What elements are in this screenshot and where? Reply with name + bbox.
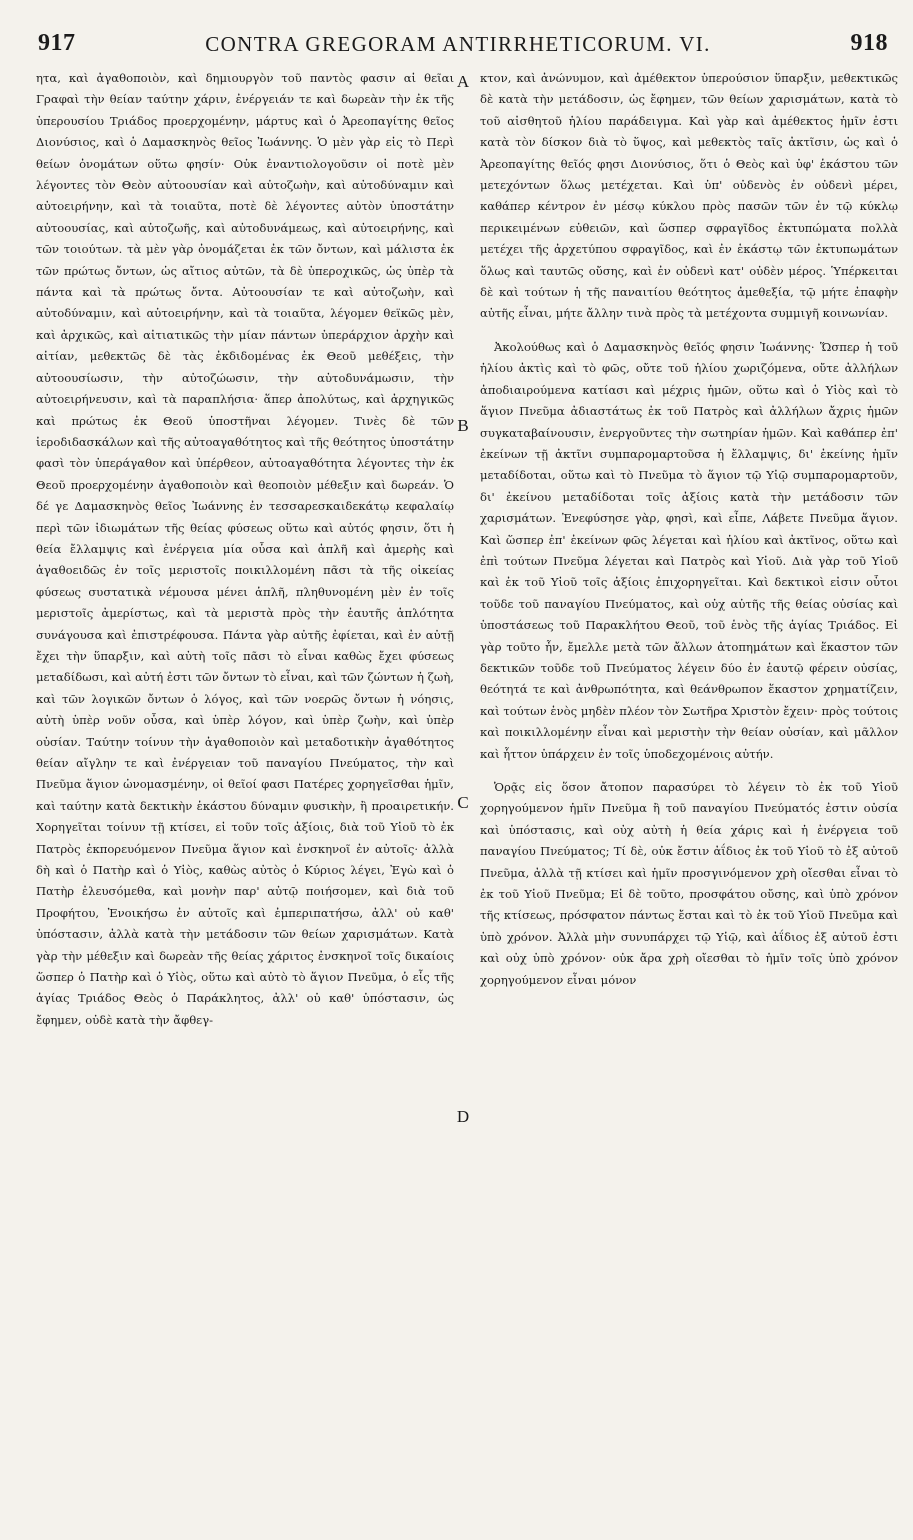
running-title: CONTRA GREGORAM ANTIRRHETICORUM. VI. xyxy=(205,32,711,56)
left-paragraph-1: ητα, καὶ ἀγαθοποιὸν, καὶ δημιουργὸν τοῦ παντὸς φασιν αἱ θεῖαι Γραφαὶ τὴν θείαν ταύτην χάριν, ἐνέργειάν τε καὶ δωρεὰν τὴν ἐκ τῆς ὑπερουσίου Τριάδος προερχομένην, μάρτυς καὶ ὁ Ἀρεοπαγίτης θεῖος Διονύσιος, καὶ ὁ Δαμασκηνὸς θεῖος Ἰωάννης. Ὁ μὲν γὰρ εἰς τὸ Περὶ θείων ὀνομάτων οὕτω φησίν· Οὐκ ἐναντιολογοῦσιν οἱ ποτὲ μὲν λέγοντες τὸν Θεὸν αὐτοουσίαν καὶ αὐτοζωὴν, καὶ αὐτοδύναμιν καὶ αὐτοειρήνην, καὶ τὰ τοιαῦτα, ποτὲ δὲ λέγοντες αὐτὸν ὑποστάτην αὐτοουσίας, καὶ αὐτοζωῆς, καὶ αὐτοδυνάμεως, καὶ αὐτοειρήνης, καὶ τῶν τοιούτων. τὰ μὲν γὰρ ὀνομάζεται ἐκ τῶν ὄντων, καὶ μάλιστα ἐκ τῶν πρώτως ὄντων, ὡς αἴτιος αὐτῶν, τὰ δὲ ὑπεροχικῶς, ὡς ὑπὲρ τὰ πάντα καὶ τὰ πρώτως ὄντα. Αὐτοουσίαν τε καὶ αὐτοζωὴν, καὶ αὐτοδύναμιν, καὶ αὐτοειρήνην, καὶ τὰ τοιαῦτα, λέγομεν θεϊκῶς μὲν, καὶ ἀρχικῶς, καὶ αἰτιατικῶς τὴν μίαν πάντων ὑπεράρχιον ἀρχὴν καὶ αἰτίαν, μεθεκτῶς δὲ τὰς ἐκδιδομένας ἐκ Θεοῦ μεθέξεις, τὴν αὐτοουσίωσιν, τὴν αὐτοζώωσιν, τὴν αὐτοδυνάμωσιν, τὴν αὐτοειρήνευσιν, καὶ τὰ παραπλήσια· ἅπερ ἀπολύτως, καὶ ἀρχηγικῶς καὶ πρώτως ἐκ Θεοῦ ὑποστῆναι λέγομεν. Τινὲς δὲ τῶν ἱεροδιδασκάλων καὶ τῆς αὐτοαγαθότητος καὶ τῆς θεότητος ὑποστάτην φασὶ τὸν ὑπεράγαθον καὶ ὑπέρθεον, αὐτοαγαθότητα λέγοντες τὴν ἐκ Θεοῦ προερχομένην ἀγαθοποιὸν καὶ θεοποιὸν μέθεξιν καὶ δωρεάν. Ὁ δέ γε Δαμασκηνὸς θεῖος Ἰωάννης ἐν τεσσαρεσκαιδεκάτῳ κεφαλαίῳ περὶ τῶν ἰδιωμάτων τῆς θείας φύσεως οὕτω καὶ αὐτός φησιν, ὅτι ἡ θεία ἔλλαμψις καὶ ἐνέργεια μία οὖσα καὶ ἁπλῆ καὶ ἀμερὴς καὶ ἀγαθοειδῶς ἐν τοῖς μεριστοῖς ποικιλλομένη πᾶσι τὰ τῆς οἰκείας φύσεως συστατικὰ νέμουσα μένει ἁπλῆ, πληθυνομένη μὲν ἐν τοῖς μεριστοῖς ἀμερίστως, καὶ τὰ μεριστὰ πρὸς τὴν ἑαυτῆς ἁπλότητα συνάγουσα καὶ ἐπιστρέφουσα. Πάντα γὰρ αὐτῆς ἐφίεται, καὶ ἐν αὐτῇ ἔχει τὴν ὕπαρξιν, καὶ αὐτὴ τοῖς πᾶσι τὸ εἶναι καθὼς ἔχει φύσεως μεταδίδωσι, καὶ αὐτή ἐστι τῶν ὄντων τὸ εἶναι, καὶ τῶν ζώντων ἡ ζωὴ, καὶ τῶν λογικῶν ὄντων ὁ λόγος, καὶ τῶν νοερῶς ὄντων ἡ νόησις, αὐτὴ ὑπὲρ νοῦν οὖσα, καὶ ὑπὲρ λόγον, καὶ ὑπὲρ ζωὴν, καὶ ὑπὲρ οὐσίαν. Ταύτην τοίνυν τὴν ἀγαθοποιὸν καὶ μεταδοτικὴν ἀγαθότητος θείαν αἴγλην τε καὶ ἐνέργειαν τοῦ παναγίου Πνεύματος, τὴν καὶ Πνεῦμα ἅγιον ὠνομασμένην, οἱ θεῖοί φασι Πατέρες χορηγεῖσθαι ἡμῖν, καὶ ταύτην κατὰ δεκτικὴν ἑκάστου δύναμιν φυσικὴν, ἢ προαιρετικήν. Χορηγεῖται τοίνυν τῇ κτίσει, εἰ τοῦν τοῖς ἀξίοις, διὰ τοῦ Υἱοῦ τὸ ἐκ Πατρὸς ἐκπορευόμενον Πνεῦμα ἅγιον καὶ ἐνσκηνοῖ ἐν αὐτοῖς· ἀλλὰ δὴ καὶ ὁ Πατὴρ καὶ ὁ Υἱὸς, καθὼς αὐτὸς ὁ Κύριος λέγει, Ἐγὼ καὶ ὁ Πατὴρ ἐλευσόμεθα, καὶ μονὴν παρ' αὐτῷ ποιήσομεν, καὶ διὰ τοῦ Προφήτου, Ἐνοικήσω ἐν αὐτοῖς καὶ ἐμπεριπατήσω, ἀλλ' οὐ καθ' ὑπόστασιν, ἀλλὰ κατὰ τὴν μετάδοσιν τῶν θείων χαρισμάτων. Κατὰ γὰρ τὴν μέθεξιν καὶ δωρεὰν τῆς θείας χάριτος ἐνσκηνοῖ τοῖς δικαίοις ὥσπερ ὁ Πατὴρ καὶ ὁ Υἱὸς, οὕτω καὶ αὐτὸ τὸ ἅγιον Πνεῦμα, ὁ εἷς τῆς ἁγίας Τριάδος Θεὸς ὁ Παράκλητος, ἀλλ' οὐ καθ' ὑπόστασιν, ὡς ἔφημεν, οὐδὲ κατὰ τὴν ἄφθεγ- xyxy=(36,71,454,1027)
left-column xyxy=(36,68,454,1523)
right-paragraph-2: Ἀκολούθως καὶ ὁ Δαμασκηνὸς θεῖός φησιν Ἰωάννης· Ὥσπερ ἡ τοῦ ἡλίου ἀκτὶς καὶ τὸ φῶς, οὔτε τοῦ ἡλίου χωριζόμενα, οὔτε ἀλλήλων ἀποδιαιρούμενα κατίασι καὶ μέχρις ἡμῶν, οὕτω καὶ ὁ Υἱὸς καὶ τὸ ἅγιον Πνεῦμα ἀδιαστάτως ἐκ τοῦ Πατρὸς καὶ ἀλλήλων ἄχρις ἡμῶν συγκαταβαίνουσιν, ἐνεργοῦντες τὴν σωτηρίαν ἡμῶν. Καὶ καθάπερ ἐπ' ἐκείνων τῇ ἀκτῖνι συμπαρομαρτοῦσα ἡ ἔλλαμψις, δι' ἐκείνης ἡμῖν μεταδίδοται, οὕτω καὶ τὸ Πνεῦμα τὸ ἅγιον τῷ Υἱῷ συμπαρομαρτοῦν, δι' ἐκείνου μεταδίδοται τοῖς ἀξίοις κατὰ τὴν μετάδοσιν τῶν χαρισμάτων. Ἐνεφύσησε γὰρ, φησὶ, καὶ εἶπε, Λάβετε Πνεῦμα ἅγιον. Καὶ ὥσπερ ἐπ' ἐκείνων φῶς λέγεται καὶ ἡλίου καὶ ἀκτῖνος, οὕτω καὶ ἐπὶ τούτων Πνεῦμα λέγεται καὶ Πατρὸς καὶ Υἱοῦ. Διὰ γὰρ τοῦ Υἱοῦ καὶ ἐκ τοῦ Υἱοῦ τοῖς ἀξίοις ἐπιχορηγεῖται. Καὶ δεκτικοὶ εἰσιν οὗτοι τοῦδε τοῦ παναγίου Πνεύματος, καὶ οὐχ αὐτῆς τῆς θείας οὐσίας καὶ ὑποστάσεως τοῦ Παρακλήτου Θεοῦ, τοῦ ἑνὸς τῆς ἁγίας Τριάδος. Εἰ γὰρ τοῦτο ἦν, ἔμελλε μετὰ τῶν ἄλλων ἀτοπημάτων καὶ ἕκαστον τῶν δεκτικῶν τοῦδε τοῦ Πνεύματος λέγειν δύο ἐν ἑαυτῷ φέρειν οὐσίας, θεότητά τε καὶ ἀνθρωπότητα, καὶ θεάνθρωπον ἕκαστον χρηματίζειν, καὶ τούτων ἑνὸς μηδὲν πλέον τὸν Σωτῆρα Χριστὸν ἔχειν· πρὸς τούτοις καὶ ποικιλλομένην εἶναι καὶ μεριστὴν τὴν θείαν οὐσίαν, καὶ μᾶλλον καὶ ἧττον ὑπάρχειν ἐν τοῖς ὑποδεχομένοις αὐτήν. xyxy=(480,339,898,761)
page-header xyxy=(28,30,888,60)
margin-letter-b: B xyxy=(457,416,469,435)
right-column xyxy=(480,68,898,1523)
right-paragraph-3: Ὁρᾷς εἰς ὅσον ἄτοπον παρασύρει τὸ λέγειν τὸ ἐκ τοῦ Υἱοῦ χορηγούμενον ἡμῖν Πνεῦμα ἢ τοῦ παναγίου Πνεύματός ἐστιν οὐσία καὶ ὑπόστασις, καὶ οὐχ αὐτὴ ἡ θεία χάρις καὶ ἡ ἐνέργεια τοῦ παναγίου Πνεύματος; Τί δὲ, οὐκ ἔστιν ἀΐδιος ἐκ τοῦ Υἱοῦ τὸ ἐξ αὐτοῦ Πνεῦμα, ἀλλὰ τῇ κτίσει καὶ ἡμῖν προσγινόμενον χρὴ οἴεσθαι εἶναι τὸ ἐκ τοῦ Υἱοῦ Πνεῦμα; Εἰ δὲ τοῦτο, προσφάτου οὔσης, καὶ ὑπὸ χρόνον τῆς κτίσεως, πρόσφατον πάντως ἔσται καὶ τὸ ἐκ τοῦ Υἱοῦ Πνεῦμα καὶ ὑπὸ χρόνον. Ἀλλὰ μὴν συνυπάρχει τῷ Υἱῷ, καὶ ἀΐδιος ἐξ αὐτοῦ ἐστι καὶ οὐχ ὑπὸ χρόνον· οὐκ ἄρα χρὴ οἴεσθαι τὸ ἡμῖν τοῖς ὑπὸ χρόνον χορηγούμενον εἶναι μόνον xyxy=(480,780,898,987)
right-paragraph-1: κτον, καὶ ἀνώνυμον, καὶ ἀμέθεκτον ὑπερούσιον ὕπαρξιν, μεθεκτικῶς δὲ κατὰ τὴν μετάδοσιν, ὡς ἔφημεν, τῶν θείων χαρισμάτων, κατὰ τὸ τοῦ αἰσθητοῦ ἡλίου παράδειγμα. Καὶ γὰρ καὶ ἀμέθεκτος ἡμῖν ἐστι κατὰ τὸν δίσκον διὰ τὸ ὕψος, καὶ μεθεκτὸς ταῖς ἀκτῖσιν, ὡς καὶ ὁ Ἀρεοπαγίτης θεῖός φησι Διονύσιος, ὅτι ὁ Θεὸς καὶ ὑφ' ἑκάστου τῶν μετεχόντων ὅλως μετέχεται. Καὶ ὑπ' οὐδενὸς ἐν οὐδενὶ μέρει, καθάπερ κέντρον ἐν μέσῳ κύκλου πρὸς πασῶν τῶν ἐν τῷ κύκλῳ περικειμένων εὐθειῶν, καὶ ὥσπερ σφραγῖδος ἐκτυπώματα πολλὰ μετέχει τῆς ἀρχετύπου σφραγῖδος, καὶ ἐν ἑκάστῳ τῶν ἐκτυπωμάτων ὅλως καὶ ταυτῶς οὔσης, καὶ ἐν οὐδενὶ κατ' οὐδὲν μέρος. Ὑπέρκειται δὲ καὶ τούτων ἡ τῆς παναιτίου θεότητος ἀμεθεξία, τῷ μήτε ἐπαφὴν αὐτῆς εἶναι, μήτε ἄλλην τινὰ πρὸς τὰ μετέχοντα συμμιγῆ κοινωνίαν. xyxy=(480,71,898,321)
page-number-right: 918 xyxy=(850,30,888,56)
margin-letter-d: D xyxy=(456,1107,470,1126)
margin-letter-a: A xyxy=(456,72,470,91)
page-number-left: 917 xyxy=(38,30,76,56)
margin-letter-c: C xyxy=(457,793,469,812)
